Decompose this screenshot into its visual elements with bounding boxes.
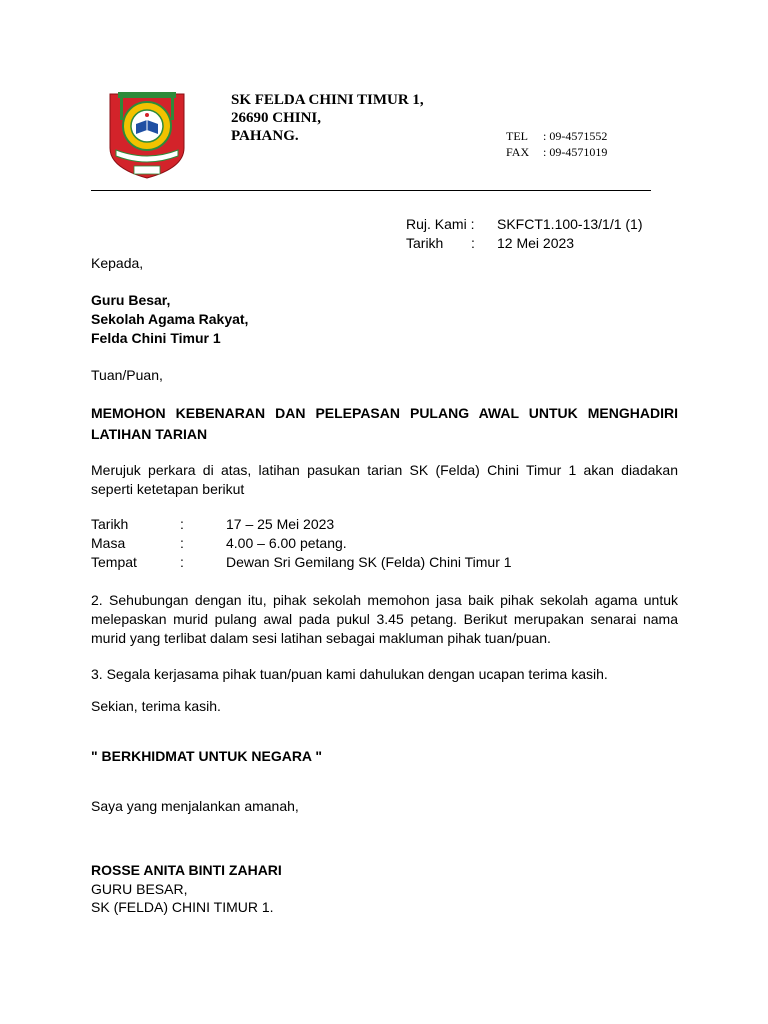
signatory-school: SK (FELDA) CHINI TIMUR 1. (91, 899, 274, 915)
detail-value: 4.00 – 6.00 petang. (226, 535, 347, 551)
fax-line (506, 145, 607, 160)
paragraph-2: 2. Sehubungan dengan itu, pihak sekolah memohon jasa baik pihak sekolah agama untuk melepaskan murid pulang awal pada pukul 3.45 petang. Berikut merupakan senarai nama murid yang terlibat dalam sesi latihan sebagai makluman pihak tuan/puan. (91, 592, 678, 646)
motto: " BERKHIDMAT UNTUK NEGARA " (91, 748, 323, 764)
detail-label: Tempat (91, 554, 137, 570)
date-colon: : (471, 235, 475, 251)
tel-value: : 09-4571552 (543, 129, 608, 143)
intro-paragraph: Merujuk perkara di atas, latihan pasukan tarian SK (Felda) Chini Timur 1 akan diadakan seperti ketetapan berikut (91, 462, 678, 497)
signatory-name: ROSSE ANITA BINTI ZAHARI (91, 862, 282, 878)
salutation: Tuan/Puan, (91, 367, 163, 383)
tel-label: TEL (506, 129, 528, 143)
letter-subject: MEMOHON KEBENARAN DAN PELEPASAN PULANG AWAL UNTUK MENGHADIRI LATIHAN TARIAN (91, 405, 678, 442)
paragraph-3: 3. Segala kerjasama pihak tuan/puan kami dahulukan dengan ucapan terima kasih. (91, 666, 608, 682)
ref-label: Ruj. Kami : (406, 216, 475, 232)
trust-line: Saya yang menjalankan amanah, (91, 798, 299, 814)
fax-label: FAX (506, 145, 530, 159)
recipient-to: Kepada, (91, 255, 144, 271)
detail-label: Masa (91, 535, 126, 551)
ref-value: SKFCT1.100-13/1/1 (1) (497, 216, 643, 232)
date-value: 12 Mei 2023 (497, 235, 575, 251)
detail-colon: : (180, 535, 184, 551)
school-address: 26690 CHINI, (231, 110, 322, 126)
recipient-line3: Felda Chini Timur 1 (91, 330, 221, 346)
date-label: Tarikh (406, 235, 444, 251)
letterhead-divider (91, 190, 651, 191)
tel-line (506, 129, 607, 144)
recipient-line2: Sekolah Agama Rakyat, (91, 311, 249, 327)
detail-colon: : (180, 554, 184, 570)
detail-label: Tarikh (91, 516, 129, 532)
school-state: PAHANG. (231, 128, 299, 144)
school-crest-logo (104, 88, 190, 180)
detail-colon: : (180, 516, 184, 532)
closing: Sekian, terima kasih. (91, 698, 221, 714)
recipient-line1: Guru Besar, (91, 292, 171, 308)
school-name: SK FELDA CHINI TIMUR 1, (231, 92, 424, 108)
signatory-title: GURU BESAR, (91, 881, 188, 897)
detail-value: 17 – 25 Mei 2023 (226, 516, 335, 532)
fax-value: : 09-4571019 (543, 145, 608, 159)
detail-value: Dewan Sri Gemilang SK (Felda) Chini Timur 1 (226, 554, 512, 570)
